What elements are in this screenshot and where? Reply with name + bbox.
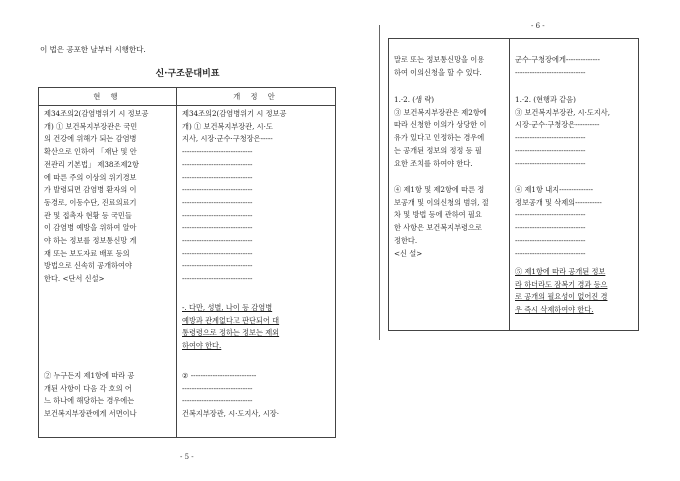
page-number-left: - 5 - xyxy=(180,453,194,461)
current-column-right xyxy=(389,39,510,331)
current-paragraph-2: ② 누구든지 제1항에 따라 공 개된 사항이 다음 각 호의 어 느 하나에 해당하는 경우에는 보건복지부장관에게 서면이나 xyxy=(44,371,137,419)
revised-column-left xyxy=(177,106,336,438)
revised-article-34-2: 제34조의2(감염병위기 시 정보공 개) ① 보건복지부장관, 시·도 지사, 시장·군수·구청장은----- ----------------------------- ----------------------------- ----------------------------- ----------------------------- ----------------------------- ----------------------------- ----------------------------- ----------------------------- ----------------------------- ----------------------------- ----------------------------- xyxy=(182,109,287,284)
page-number-right: - 6 - xyxy=(531,22,545,30)
page-divider xyxy=(379,25,380,340)
revised-paragraph-2: ② --------------------------- ----------------------------- ----------------------------- 건복지부장관, 시·도지사, 시장· xyxy=(182,371,280,419)
current-paragraph-4: ④ 제1항 및 제2항에 따른 정 보공개 및 이의신청의 범위, 절 차 및 방법 등에 관하여 필요 한 사항은 보건복지부령으로 정한다. <신 설> xyxy=(394,185,489,258)
current-objection-text: 말로 또는 정보통신망을 이용 하여 이의신청을 할 수 있다. xyxy=(394,55,485,77)
comparison-table-right xyxy=(388,38,639,331)
header-current: 현 행 xyxy=(39,88,177,106)
current-column-left xyxy=(39,106,177,438)
revised-paragraph-4: ④ 제1항 내지-------------- 정보공개 및 삭제의----------- ----------------------------- ----------------------------- ----------------------------- ----------------------------- xyxy=(515,185,602,258)
revised-column-right xyxy=(510,39,639,331)
revised-objection-text: 군수·구청장에게-------------- ----------------------------- xyxy=(515,55,600,77)
header-revised: 개 정 안 xyxy=(177,88,336,106)
current-paragraph-3: 1.·2. (생 략) ③ 보건복지부장관은 제2항에 따라 신청한 이의가 상당한 이 유가 있다고 인정하는 경우에 는 공개된 정보의 정정 등 필 요한 조치를 하여야 한다. xyxy=(394,95,487,168)
revised-proviso: -. 다만, 성별, 나이 등 감염병 예방과 관계없다고 판단되어 대 통령령으로 정하는 정보는 제외 하여야 한다. xyxy=(182,303,280,351)
enforcement-clause: 이 법은 공포한 날부터 시행한다. xyxy=(40,45,146,54)
document-title: 신·구조문대비표 xyxy=(155,69,220,79)
current-article-34-2: 제34조의2(감염병위기 시 정보공 개) ① 보건복지부장관은 국민 의 건강에 위해가 되는 감염병 확산으로 인하여 「재난 및 안 전관리 기본법」 제38조제2항 에 따른 주의 이상의 위기경보 가 발령되면 감염병 환자의 이 동경로, 이동수단, 진료의료기 관 및 접촉자 현황 등 국민들 이 감염병 예방을 위하여 알아 야 하는 정보를 정보통신망 게 재 또는 보도자료 배포 등의 방법으로 신속히 공개하여야 한다. <단서 신설> xyxy=(44,109,149,284)
revised-paragraph-3: 1.·2. (현행과 같음) ③ 보건복지부장관, 시·도지사, 시장·군수·구청장은---------- ----------------------------- ----------------------------- ----------------------------- xyxy=(515,95,610,168)
comparison-table-left xyxy=(38,87,336,438)
revised-paragraph-5: ⑤ 제1항에 따라 공개된 정보 라 하더라도 잠복기 경과 등으 로 공개의 필요성이 없어진 경 우 즉시 삭제하여야 한다. xyxy=(515,267,608,315)
